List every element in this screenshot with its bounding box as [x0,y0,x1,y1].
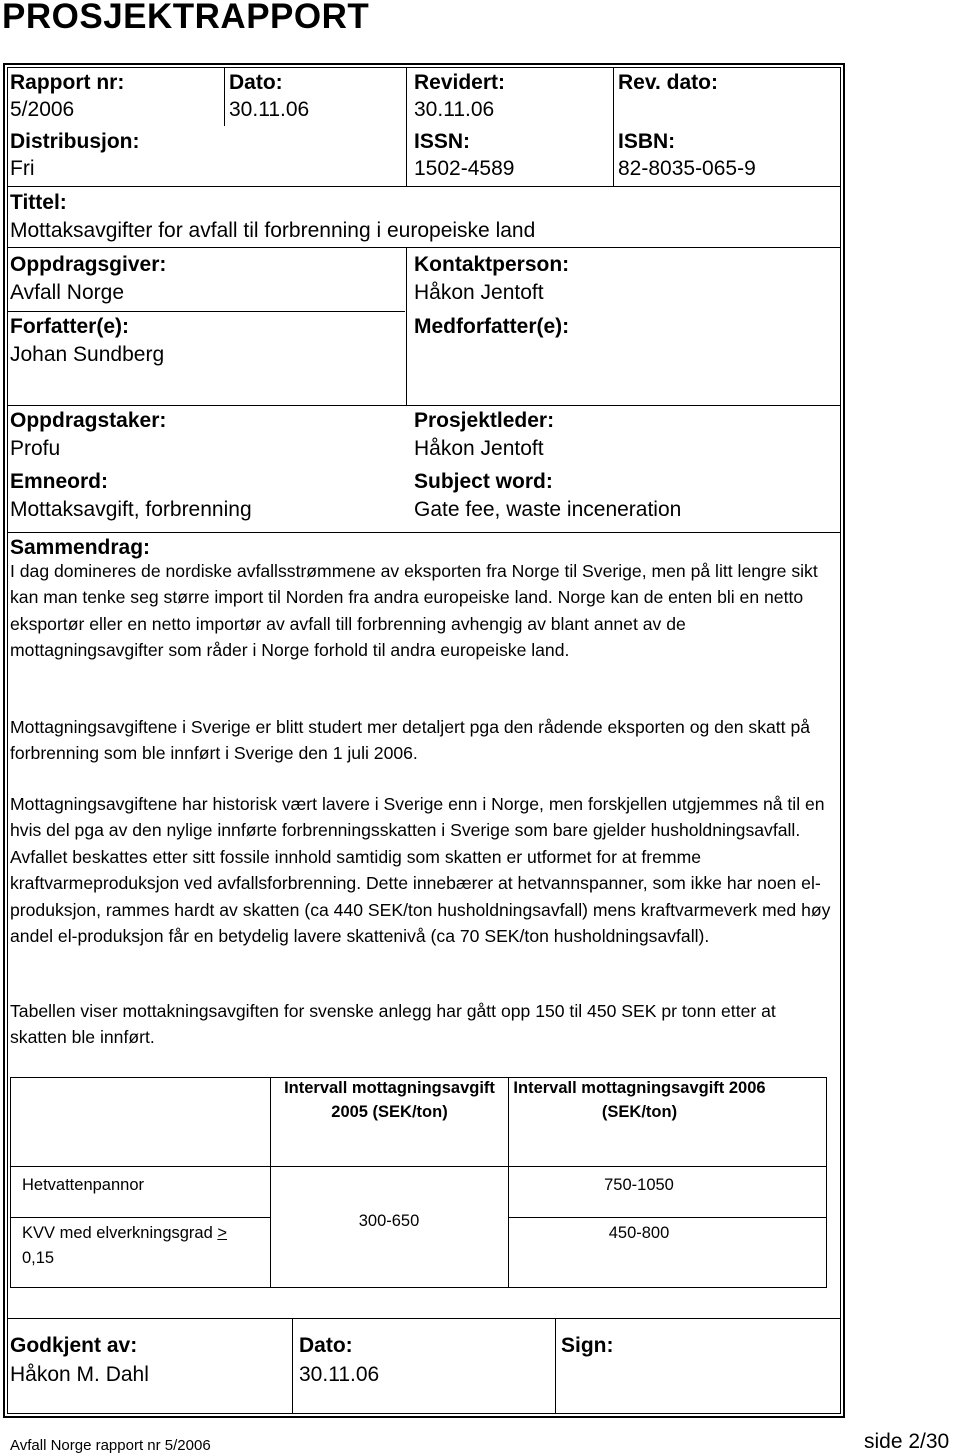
issn-label: ISSN: [414,130,471,153]
dato-value: 30.11.06 [229,98,310,121]
summary-paragraph: Mottagningsavgiftene har historisk vært lavere i Sverige enn i Norge, men forskjellen utgjemmes nå til en hvis del pga av den nylige innførte forbrenningsskatten i Sverige som bare gjelder husholdningsavfall. Avfallet beskattes etter sitt fossile innhold samtidig som skatten er utformet for at fremme kraftvarmeproduksjon ved avfallsforbrenning. Dette innebærer at hetvannspanner, som ikke har noen el-produksjon, rammes hardt av skatten (ca 440 SEK/ton husholdningsavfall) mens kraftvarmeverk med høy andel el-produksjon får en betydelig lavere skattenivå (ca 70 SEK/ton husholdningsavfall). [10,794,831,947]
godkjent-label: Godkjent av: [10,1334,138,1357]
table-cell: 300-650 [358,1212,420,1230]
issn-value: 1502-4589 [414,157,515,180]
table-header-2005: Intervall mottagningsavgift 2005 (SEK/ton) [284,1079,495,1121]
forfatter-value: Johan Sundberg [10,343,165,366]
subject-word-value: Gate fee, waste inceneration [414,498,682,521]
table-line [10,1166,827,1167]
forfatter-label: Forfatter(e): [10,315,129,338]
medforfatter-label: Medforfatter(e): [414,315,570,338]
table-header-2006: Intervall mottagningsavgift 2006 (SEK/ton) [513,1079,766,1121]
divider [224,68,225,126]
approval-dato-label: Dato: [299,1334,353,1357]
divider [8,1318,841,1319]
emneord-value: Mottaksavgift, forbrenning [10,498,252,521]
revidert-label: Revidert: [414,71,506,94]
table-line [270,1077,271,1288]
sign-label: Sign: [561,1334,614,1357]
tittel-label: Tittel: [10,191,67,214]
prosjektleder-value: Håkon Jentoft [414,437,544,460]
footer-left: Avfall Norge rapport nr 5/2006 [10,1437,211,1454]
table-row-label: Hetvattenpannor [22,1176,145,1194]
oppdragsgiver-label: Oppdragsgiver: [10,253,167,276]
rapport-nr-label: Rapport nr: [10,71,125,94]
rev-dato-label: Rev. dato: [618,71,718,94]
rapport-nr-value: 5/2006 [10,98,75,121]
distribusjon-value: Fri [10,157,35,180]
summary-paragraph: Mottagningsavgiftene i Sverige er blitt studert mer detaljert pga den rådende eksporten og den skatt på forbrenning som ble innført i Sverige den 1 juli 2006. [10,717,811,764]
divider [406,68,407,186]
table-row-label: 0,15 [22,1249,55,1267]
divider [555,1318,556,1414]
isbn-label: ISBN: [618,130,676,153]
divider [8,311,405,312]
table-line [10,1217,270,1218]
approval-dato-value: 30.11.06 [299,1363,380,1386]
table-row-label: KVV med elverkningsgrad > [22,1224,227,1242]
subject-word-label: Subject word: [414,470,553,493]
revidert-value: 30.11.06 [414,98,495,121]
summary-paragraph: Tabellen viser mottakningsavgiften for svenske anlegg har gått opp 150 til 450 SEK pr tonn etter at skatten ble innført. [10,1001,776,1048]
table-line [508,1217,827,1218]
divider [292,1318,293,1414]
tittel-value: Mottaksavgifter for avfall til forbrenning i europeiske land [10,219,536,242]
table-cell: 450-800 [608,1224,670,1242]
divider [8,532,841,533]
page-number: side 2/30 [864,1430,950,1453]
kontaktperson-label: Kontaktperson: [414,253,570,276]
summary-paragraph: I dag domineres de nordiske avfallsstrømmene av eksporten fra Norge til Sverige, men på litt lengre sikt kan man tenke seg større import til Norden fra andra europeiske land. Norge kan de enten bli en netto eksportør eller en netto importør av avfall till forbrenning avhengig av blant annet av de mottagningsavgifter som råder i Norge forhold til andra europeiske land. [10,561,818,661]
divider [406,247,407,405]
summary-label: Sammendrag: [10,536,151,559]
divider [8,247,841,248]
prosjektleder-label: Prosjektleder: [414,409,555,432]
oppdragstaker-label: Oppdragstaker: [10,409,167,432]
godkjent-value: Håkon M. Dahl [10,1363,149,1386]
table-cell: 750-1050 [604,1176,674,1194]
kontaktperson-value: Håkon Jentoft [414,281,544,304]
oppdragsgiver-value: Avfall Norge [10,281,125,304]
dato-label: Dato: [229,71,283,94]
divider [613,68,614,186]
divider [8,405,841,406]
page-title: PROSJEKTRAPPORT [2,0,370,36]
divider [8,186,841,187]
oppdragstaker-value: Profu [10,437,61,460]
fee-table [10,1077,827,1288]
isbn-value: 82-8035-065-9 [618,157,756,180]
distribusjon-label: Distribusjon: [10,130,140,153]
emneord-label: Emneord: [10,470,109,493]
